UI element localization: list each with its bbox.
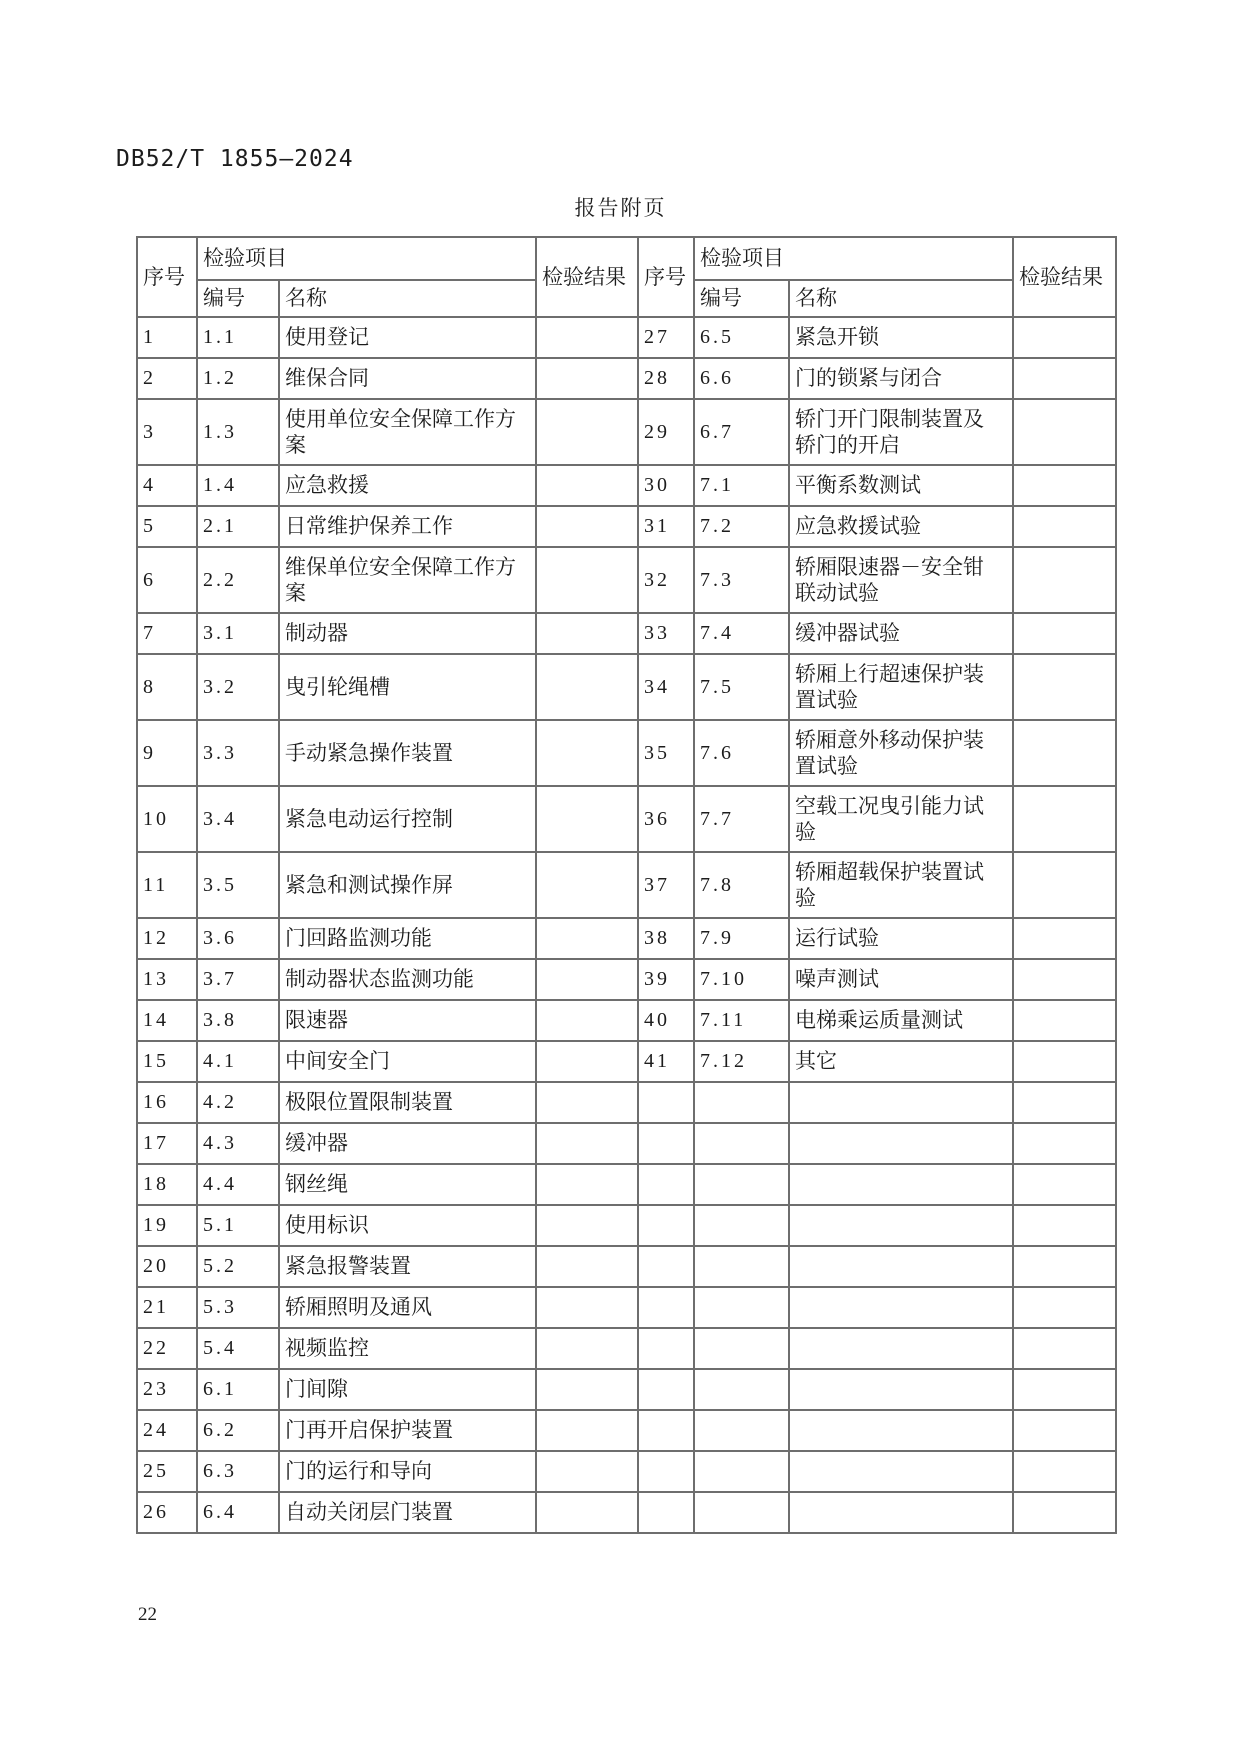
left-code-cell: 6.4 (197, 1492, 279, 1533)
right-name-cell: 紧急开锁 (789, 317, 1013, 358)
right-name-cell (789, 1369, 1013, 1410)
right-result-cell (1013, 358, 1116, 399)
right-seq-cell (638, 1164, 694, 1205)
left-seq-cell: 23 (137, 1369, 197, 1410)
right-name-cell (789, 1328, 1013, 1369)
right-code-cell: 7.4 (694, 613, 789, 654)
left-result-cell (536, 786, 638, 852)
left-code-cell: 5.3 (197, 1287, 279, 1328)
right-seq-cell: 28 (638, 358, 694, 399)
left-code-cell: 4.2 (197, 1082, 279, 1123)
right-code-cell: 7.10 (694, 959, 789, 1000)
left-code-cell: 3.3 (197, 720, 279, 786)
left-result-cell (536, 1205, 638, 1246)
right-seq-cell: 33 (638, 613, 694, 654)
left-seq-cell: 22 (137, 1328, 197, 1369)
left-result-cell (536, 358, 638, 399)
left-name-cell: 门回路监测功能 (279, 918, 536, 959)
left-result-cell (536, 1369, 638, 1410)
table-row (137, 1492, 1116, 1533)
left-code-cell: 3.4 (197, 786, 279, 852)
table-row (137, 1287, 1116, 1328)
left-code-cell: 6.1 (197, 1369, 279, 1410)
right-code-cell: 7.12 (694, 1041, 789, 1082)
left-code-cell: 2.2 (197, 547, 279, 613)
right-seq-cell (638, 1246, 694, 1287)
table-row (137, 654, 1116, 720)
right-code-cell: 7.3 (694, 547, 789, 613)
left-seq-cell: 14 (137, 1000, 197, 1041)
left-seq-cell: 18 (137, 1164, 197, 1205)
header-name-left: 名称 (279, 280, 536, 317)
left-name-cell: 制动器 (279, 613, 536, 654)
right-code-cell (694, 1328, 789, 1369)
left-seq-cell: 8 (137, 654, 197, 720)
right-name-cell: 轿厢限速器－安全钳联动试验 (789, 547, 1013, 613)
left-name-cell: 维保单位安全保障工作方案 (279, 547, 536, 613)
left-seq-cell: 26 (137, 1492, 197, 1533)
left-result-cell (536, 959, 638, 1000)
left-name-cell: 使用标识 (279, 1205, 536, 1246)
right-name-cell (789, 1451, 1013, 1492)
right-result-cell (1013, 1205, 1116, 1246)
left-code-cell: 4.4 (197, 1164, 279, 1205)
left-result-cell (536, 1246, 638, 1287)
right-result-cell (1013, 1451, 1116, 1492)
right-seq-cell: 37 (638, 852, 694, 918)
left-name-cell: 紧急报警装置 (279, 1246, 536, 1287)
right-seq-cell (638, 1451, 694, 1492)
left-seq-cell: 11 (137, 852, 197, 918)
right-name-cell: 应急救援试验 (789, 506, 1013, 547)
header-item-group-right: 检验项目 (694, 237, 1013, 280)
right-name-cell: 轿厢意外移动保护装置试验 (789, 720, 1013, 786)
left-name-cell: 手动紧急操作装置 (279, 720, 536, 786)
left-seq-cell: 25 (137, 1451, 197, 1492)
left-name-cell: 日常维护保养工作 (279, 506, 536, 547)
left-seq-cell: 13 (137, 959, 197, 1000)
table-row (137, 358, 1116, 399)
table-row (137, 506, 1116, 547)
right-name-cell: 运行试验 (789, 918, 1013, 959)
table-row (137, 1369, 1116, 1410)
header-name-right: 名称 (789, 280, 1013, 317)
left-result-cell (536, 399, 638, 465)
right-seq-cell (638, 1369, 694, 1410)
left-code-cell: 3.2 (197, 654, 279, 720)
table-row (137, 399, 1116, 465)
left-result-cell (536, 852, 638, 918)
left-name-cell: 自动关闭层门装置 (279, 1492, 536, 1533)
right-result-cell (1013, 1164, 1116, 1205)
right-code-cell (694, 1164, 789, 1205)
right-code-cell: 7.6 (694, 720, 789, 786)
right-seq-cell (638, 1410, 694, 1451)
left-name-cell: 制动器状态监测功能 (279, 959, 536, 1000)
left-code-cell: 6.2 (197, 1410, 279, 1451)
left-seq-cell: 17 (137, 1123, 197, 1164)
left-seq-cell: 24 (137, 1410, 197, 1451)
right-name-cell: 轿厢上行超速保护装置试验 (789, 654, 1013, 720)
right-seq-cell: 40 (638, 1000, 694, 1041)
header-seq-left: 序号 (137, 237, 197, 317)
left-seq-cell: 20 (137, 1246, 197, 1287)
table-row (137, 959, 1116, 1000)
right-code-cell: 7.7 (694, 786, 789, 852)
left-name-cell: 使用登记 (279, 317, 536, 358)
left-name-cell: 曳引轮绳槽 (279, 654, 536, 720)
left-result-cell (536, 654, 638, 720)
right-result-cell (1013, 613, 1116, 654)
right-result-cell (1013, 1369, 1116, 1410)
right-seq-cell: 31 (638, 506, 694, 547)
left-code-cell: 3.6 (197, 918, 279, 959)
table-row (137, 1205, 1116, 1246)
right-name-cell: 门的锁紧与闭合 (789, 358, 1013, 399)
left-name-cell: 门间隙 (279, 1369, 536, 1410)
right-code-cell (694, 1205, 789, 1246)
left-result-cell (536, 547, 638, 613)
right-name-cell: 空载工况曳引能力试验 (789, 786, 1013, 852)
right-seq-cell: 38 (638, 918, 694, 959)
left-seq-cell: 15 (137, 1041, 197, 1082)
left-seq-cell: 4 (137, 465, 197, 506)
right-name-cell (789, 1492, 1013, 1533)
right-code-cell (694, 1451, 789, 1492)
right-result-cell (1013, 1328, 1116, 1369)
left-seq-cell: 10 (137, 786, 197, 852)
left-name-cell: 中间安全门 (279, 1041, 536, 1082)
left-code-cell: 5.2 (197, 1246, 279, 1287)
right-code-cell (694, 1287, 789, 1328)
table-row (137, 1246, 1116, 1287)
left-seq-cell: 2 (137, 358, 197, 399)
right-name-cell: 轿门开门限制装置及轿门的开启 (789, 399, 1013, 465)
right-name-cell (789, 1082, 1013, 1123)
table-row (137, 918, 1116, 959)
left-code-cell: 1.1 (197, 317, 279, 358)
right-code-cell: 7.5 (694, 654, 789, 720)
right-name-cell: 缓冲器试验 (789, 613, 1013, 654)
left-result-cell (536, 1328, 638, 1369)
header-item-group-left: 检验项目 (197, 237, 536, 280)
right-result-cell (1013, 1000, 1116, 1041)
table-row (137, 720, 1116, 786)
right-name-cell (789, 1205, 1013, 1246)
right-seq-cell (638, 1205, 694, 1246)
left-code-cell: 4.1 (197, 1041, 279, 1082)
right-result-cell (1013, 654, 1116, 720)
standard-code: DB52/T 1855—2024 (116, 146, 354, 172)
right-name-cell: 轿厢超载保护装置试验 (789, 852, 1013, 918)
right-code-cell: 7.11 (694, 1000, 789, 1041)
right-code-cell (694, 1410, 789, 1451)
left-name-cell: 视频监控 (279, 1328, 536, 1369)
right-result-cell (1013, 506, 1116, 547)
left-code-cell: 3.8 (197, 1000, 279, 1041)
right-seq-cell: 34 (638, 654, 694, 720)
left-seq-cell: 3 (137, 399, 197, 465)
right-seq-cell (638, 1082, 694, 1123)
table-row (137, 786, 1116, 852)
left-name-cell: 极限位置限制装置 (279, 1082, 536, 1123)
left-name-cell: 紧急和测试操作屏 (279, 852, 536, 918)
left-seq-cell: 1 (137, 317, 197, 358)
right-result-cell (1013, 720, 1116, 786)
right-seq-cell: 32 (638, 547, 694, 613)
table-row (137, 1328, 1116, 1369)
right-code-cell (694, 1123, 789, 1164)
right-name-cell: 电梯乘运质量测试 (789, 1000, 1013, 1041)
left-code-cell: 5.4 (197, 1328, 279, 1369)
left-result-cell (536, 1492, 638, 1533)
right-code-cell: 6.6 (694, 358, 789, 399)
right-result-cell (1013, 1287, 1116, 1328)
right-result-cell (1013, 1082, 1116, 1123)
right-seq-cell: 41 (638, 1041, 694, 1082)
left-name-cell: 钢丝绳 (279, 1164, 536, 1205)
right-code-cell: 6.5 (694, 317, 789, 358)
left-code-cell: 3.5 (197, 852, 279, 918)
table-row (137, 1123, 1116, 1164)
left-seq-cell: 7 (137, 613, 197, 654)
left-result-cell (536, 613, 638, 654)
table-row (137, 613, 1116, 654)
left-seq-cell: 9 (137, 720, 197, 786)
table-row (137, 1082, 1116, 1123)
header-result-right: 检验结果 (1013, 237, 1116, 317)
right-seq-cell (638, 1492, 694, 1533)
left-name-cell: 紧急电动运行控制 (279, 786, 536, 852)
right-result-cell (1013, 786, 1116, 852)
left-name-cell: 门再开启保护装置 (279, 1410, 536, 1451)
left-result-cell (536, 1123, 638, 1164)
right-seq-cell: 35 (638, 720, 694, 786)
left-seq-cell: 12 (137, 918, 197, 959)
page-title: 报告附页 (574, 196, 667, 220)
right-seq-cell: 39 (638, 959, 694, 1000)
right-code-cell (694, 1369, 789, 1410)
left-result-cell (536, 1164, 638, 1205)
table-header (137, 237, 1116, 317)
right-code-cell: 7.2 (694, 506, 789, 547)
left-result-cell (536, 1287, 638, 1328)
left-name-cell: 限速器 (279, 1000, 536, 1041)
table-row (137, 547, 1116, 613)
table-row (137, 1041, 1116, 1082)
table-body (137, 317, 1116, 1533)
header-code-left: 编号 (197, 280, 279, 317)
right-name-cell: 其它 (789, 1041, 1013, 1082)
left-code-cell: 1.3 (197, 399, 279, 465)
right-seq-cell: 30 (638, 465, 694, 506)
right-name-cell (789, 1246, 1013, 1287)
right-code-cell (694, 1246, 789, 1287)
right-seq-cell: 36 (638, 786, 694, 852)
left-result-cell (536, 1082, 638, 1123)
left-name-cell: 轿厢照明及通风 (279, 1287, 536, 1328)
right-result-cell (1013, 959, 1116, 1000)
right-result-cell (1013, 918, 1116, 959)
right-result-cell (1013, 1246, 1116, 1287)
right-code-cell: 7.9 (694, 918, 789, 959)
left-code-cell: 6.3 (197, 1451, 279, 1492)
right-name-cell (789, 1410, 1013, 1451)
right-result-cell (1013, 547, 1116, 613)
right-result-cell (1013, 1492, 1116, 1533)
right-result-cell (1013, 1041, 1116, 1082)
right-result-cell (1013, 399, 1116, 465)
left-name-cell: 应急救援 (279, 465, 536, 506)
right-code-cell: 7.1 (694, 465, 789, 506)
right-name-cell (789, 1164, 1013, 1205)
right-name-cell (789, 1123, 1013, 1164)
table-row (137, 852, 1116, 918)
right-name-cell: 噪声测试 (789, 959, 1013, 1000)
table-row (137, 1164, 1116, 1205)
left-result-cell (536, 720, 638, 786)
left-name-cell: 使用单位安全保障工作方案 (279, 399, 536, 465)
right-seq-cell (638, 1123, 694, 1164)
left-seq-cell: 6 (137, 547, 197, 613)
left-code-cell: 1.2 (197, 358, 279, 399)
left-result-cell (536, 1410, 638, 1451)
right-code-cell: 7.8 (694, 852, 789, 918)
right-seq-cell: 29 (638, 399, 694, 465)
left-code-cell: 2.1 (197, 506, 279, 547)
left-code-cell: 4.3 (197, 1123, 279, 1164)
left-name-cell: 缓冲器 (279, 1123, 536, 1164)
header-code-right: 编号 (694, 280, 789, 317)
right-name-cell: 平衡系数测试 (789, 465, 1013, 506)
left-name-cell: 维保合同 (279, 358, 536, 399)
header-result-left: 检验结果 (536, 237, 638, 317)
inspection-items-table (136, 236, 1117, 1534)
left-result-cell (536, 1000, 638, 1041)
right-result-cell (1013, 465, 1116, 506)
left-seq-cell: 5 (137, 506, 197, 547)
right-name-cell (789, 1287, 1013, 1328)
right-code-cell (694, 1082, 789, 1123)
left-seq-cell: 21 (137, 1287, 197, 1328)
right-seq-cell: 27 (638, 317, 694, 358)
left-seq-cell: 16 (137, 1082, 197, 1123)
left-result-cell (536, 918, 638, 959)
left-name-cell: 门的运行和导向 (279, 1451, 536, 1492)
left-result-cell (536, 317, 638, 358)
header-seq-right: 序号 (638, 237, 694, 317)
right-result-cell (1013, 1123, 1116, 1164)
left-seq-cell: 19 (137, 1205, 197, 1246)
left-result-cell (536, 1041, 638, 1082)
page-number: 22 (138, 1604, 157, 1625)
right-code-cell: 6.7 (694, 399, 789, 465)
right-code-cell (694, 1492, 789, 1533)
table-row (137, 317, 1116, 358)
left-result-cell (536, 506, 638, 547)
table-row (137, 1451, 1116, 1492)
left-code-cell: 3.1 (197, 613, 279, 654)
table-row (137, 1000, 1116, 1041)
left-result-cell (536, 465, 638, 506)
table-row (137, 1410, 1116, 1451)
right-result-cell (1013, 1410, 1116, 1451)
right-seq-cell (638, 1287, 694, 1328)
left-code-cell: 1.4 (197, 465, 279, 506)
left-result-cell (536, 1451, 638, 1492)
left-code-cell: 3.7 (197, 959, 279, 1000)
right-result-cell (1013, 852, 1116, 918)
right-seq-cell (638, 1328, 694, 1369)
left-code-cell: 5.1 (197, 1205, 279, 1246)
right-result-cell (1013, 317, 1116, 358)
table-row (137, 465, 1116, 506)
